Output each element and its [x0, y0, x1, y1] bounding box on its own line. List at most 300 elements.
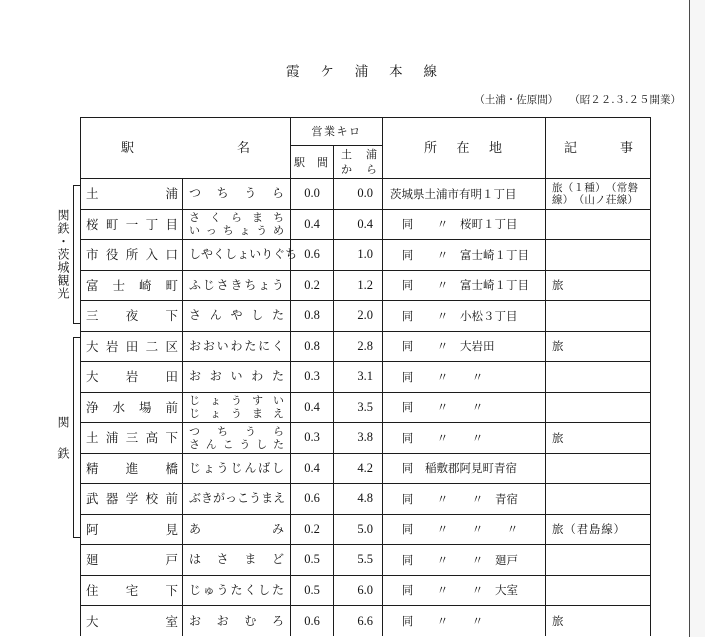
station-reading-cell — [183, 545, 291, 576]
ditto-mark: 同 — [401, 278, 414, 293]
glyph: ち — [244, 277, 257, 292]
ditto-mark: 〃 — [436, 217, 449, 232]
ditto-mark: 同 — [401, 369, 414, 384]
location-cell — [383, 270, 546, 301]
ditto-mark: 〃 — [436, 583, 449, 598]
glyph: 所 — [125, 247, 139, 263]
station-table — [80, 117, 651, 636]
ditto-mark: 〃 — [436, 369, 449, 384]
section-note: （土浦・佐原間） — [474, 94, 559, 106]
glyph: し — [258, 582, 271, 597]
glyph: め — [272, 224, 284, 238]
km-between-cell: 0.4 — [291, 392, 334, 423]
glyph: ょ — [210, 407, 221, 421]
glyph: ん — [244, 460, 257, 475]
glyph: 役 — [105, 247, 119, 263]
station-reading-cell — [183, 270, 291, 301]
glyph: 学 — [125, 491, 139, 507]
glyph: 浄 — [86, 399, 99, 415]
glyph: 荘 — [605, 193, 617, 206]
glyph: ょ — [237, 247, 250, 262]
station-reading-line — [189, 186, 284, 201]
station-reading-line — [189, 339, 284, 354]
glyph: し — [225, 247, 238, 262]
ditto-mark: 〃 — [436, 430, 449, 445]
remarks-cell — [546, 301, 651, 332]
station-row — [81, 545, 651, 576]
station-row — [81, 453, 651, 484]
location-cell — [383, 209, 546, 240]
station-reading-cell — [183, 514, 291, 545]
glyph: 橋 — [165, 460, 178, 476]
glyph: は — [189, 552, 202, 567]
km-from-tsuchiura-cell: 1.2 — [334, 270, 383, 301]
document-title — [286, 64, 437, 80]
glyph: き — [230, 277, 243, 292]
glyph: が — [213, 491, 226, 506]
station-reading-line — [189, 461, 284, 476]
ditto-mark: 同 — [401, 308, 414, 323]
location-cell — [383, 240, 546, 271]
station-name — [86, 308, 178, 323]
km-between-cell: 0.6 — [291, 484, 334, 515]
glyph: 住 — [86, 582, 99, 598]
ditto-mark: 同 — [401, 217, 414, 232]
station-name-cell — [81, 606, 183, 637]
glyph: 駅 — [121, 140, 135, 156]
station-name-cell — [81, 301, 183, 332]
station-reading-cell — [183, 301, 291, 332]
station-reading-line — [189, 247, 298, 262]
glyph: う — [271, 277, 284, 292]
glyph: う — [239, 437, 251, 451]
glyph: 進 — [125, 460, 139, 476]
glyph: む — [244, 613, 257, 628]
glyph: ち — [222, 224, 234, 238]
glyph: お — [189, 613, 202, 628]
glyph: 大 — [86, 338, 99, 354]
station-name — [86, 278, 178, 293]
header-location-label — [424, 141, 502, 156]
station-name — [86, 400, 178, 415]
glyph: た — [271, 582, 284, 597]
glyph: 土 — [86, 430, 99, 446]
glyph: ま — [261, 491, 274, 506]
station-row — [81, 331, 651, 362]
km-between-cell: 0.5 — [291, 575, 334, 606]
station-name-cell — [81, 240, 183, 271]
station-row — [81, 301, 651, 332]
km-from-tsuchiura-cell: 5.0 — [334, 514, 383, 545]
glyph: ま — [244, 552, 257, 567]
remarks-cell — [546, 545, 651, 576]
station-name-cell — [81, 514, 183, 545]
remarks-cell — [546, 392, 651, 423]
km-between-cell: 0.6 — [291, 606, 334, 637]
ditto-mark: 〃 — [471, 430, 484, 445]
glyph: 浦 — [354, 64, 369, 80]
km-from-tsuchiura-cell: 2.8 — [334, 331, 383, 362]
remarks-cell — [546, 606, 651, 637]
station-name — [86, 614, 178, 629]
header-km-from-tsuchiura — [334, 146, 383, 179]
station-name — [86, 583, 178, 598]
glyph: う — [249, 491, 262, 506]
glyph: 阿 — [86, 521, 99, 537]
glyph: 線 — [423, 64, 437, 80]
glyph: 前 — [165, 491, 178, 507]
station-name-cell — [81, 453, 183, 484]
station-name-cell — [81, 362, 183, 393]
ditto-mark: 〃 — [471, 522, 484, 537]
glyph: こ — [222, 437, 234, 451]
glyph: 場 — [138, 399, 152, 415]
km-between-cell: 0.4 — [291, 453, 334, 484]
glyph: 岩 — [105, 338, 119, 354]
station-reading-cell — [183, 362, 291, 393]
glyph: ば — [258, 460, 271, 475]
km-between-cell: 0.2 — [291, 514, 334, 545]
glyph: ら — [366, 163, 377, 176]
ditto-mark: 同 — [401, 400, 414, 415]
operator-label: 関鉄・茨城観光 — [56, 209, 70, 301]
station-reading-line — [189, 425, 284, 438]
header-location — [383, 118, 546, 179]
glyph: 磐 — [627, 181, 638, 194]
glyph: １ — [573, 181, 585, 194]
glyph: 線 — [616, 193, 628, 206]
station-row — [81, 514, 651, 545]
operator-bracket — [73, 337, 80, 538]
station-name-cell — [81, 545, 183, 576]
header-operating-km-label: 営業キロ — [311, 125, 362, 138]
header-km-from-line1 — [341, 147, 377, 162]
glyph: や — [201, 247, 214, 262]
glyph: ち — [217, 424, 228, 438]
glyph: た — [271, 369, 284, 384]
glyph: え — [273, 491, 286, 506]
glyph: ノ — [595, 193, 606, 206]
glyph: わ — [251, 369, 264, 384]
station-name-cell — [81, 209, 183, 240]
glyph: 前 — [165, 399, 178, 415]
glyph: 武 — [86, 491, 99, 507]
km-from-tsuchiura-cell: 3.8 — [334, 423, 383, 454]
ditto-mark: 同 — [401, 552, 414, 567]
glyph: 目 — [165, 216, 178, 232]
station-row — [81, 606, 651, 637]
glyph: 浦 — [105, 430, 119, 446]
station-reading-line — [189, 369, 284, 384]
glyph: く — [244, 582, 257, 597]
glyph: ぶ — [189, 491, 202, 506]
station-reading-cell — [183, 179, 291, 210]
glyph: ょ — [258, 277, 271, 292]
location-cell — [383, 392, 546, 423]
km-from-tsuchiura-cell: 3.1 — [334, 362, 383, 393]
km-from-tsuchiura-cell: 6.6 — [334, 606, 383, 637]
glyph: 所 — [424, 140, 438, 156]
station-row — [81, 362, 651, 393]
glyph: 下 — [165, 582, 178, 598]
glyph: う — [244, 186, 257, 201]
glyph: た — [271, 308, 284, 323]
glyph: 二 — [145, 338, 159, 354]
address-text: 富士崎１丁目 — [460, 278, 529, 293]
glyph: 口 — [165, 247, 178, 263]
glyph: 高 — [145, 430, 159, 446]
header-row-top — [81, 118, 651, 146]
glyph: 地 — [488, 140, 502, 156]
ditto-mark: 〃 — [436, 614, 449, 628]
glyph: り — [261, 247, 274, 262]
glyph: 一 — [125, 216, 139, 232]
ditto-mark: 〃 — [436, 339, 449, 354]
glyph: じ — [189, 582, 202, 597]
glyph: 山 — [584, 193, 595, 206]
address-text: 富士崎１丁目 — [460, 247, 529, 262]
station-row — [81, 484, 651, 515]
glyph: わ — [230, 338, 243, 353]
address-text: 大岩田 — [460, 339, 495, 354]
station-name — [86, 522, 178, 537]
operator-label: 関鉄 — [56, 415, 70, 478]
glyph: 田 — [165, 369, 178, 385]
glyph: 宅 — [125, 582, 139, 598]
glyph: つ — [189, 186, 202, 201]
glyph: 浦 — [366, 148, 377, 161]
station-reading-line — [189, 438, 284, 451]
glyph: 夜 — [125, 308, 139, 324]
station-reading-cell — [183, 240, 298, 271]
glyph: お — [202, 338, 215, 353]
ditto-mark: 〃 — [471, 491, 484, 506]
ditto-mark: 〃 — [436, 278, 449, 293]
glyph: 室 — [165, 613, 178, 629]
station-reading-line — [189, 224, 284, 237]
glyph: 大 — [86, 369, 99, 385]
glyph: 下 — [165, 430, 178, 446]
glyph: さ — [189, 308, 202, 323]
glyph: 記 — [564, 140, 578, 156]
glyph: ょ — [202, 460, 215, 475]
glyph: お — [209, 369, 222, 384]
remarks-cell — [546, 179, 651, 210]
km-from-tsuchiura-cell: 0.0 — [334, 179, 383, 210]
glyph: 三 — [125, 430, 139, 446]
glyph: い — [216, 338, 229, 353]
km-from-tsuchiura-cell: 5.5 — [334, 545, 383, 576]
station-reading-line — [189, 308, 284, 323]
remarks-cell — [546, 331, 651, 362]
glyph: ） — [627, 193, 638, 206]
glyph: じ — [189, 407, 200, 421]
location-cell — [383, 362, 546, 393]
glyph: 浦 — [165, 186, 178, 202]
station-reading-cell — [183, 209, 291, 240]
glyph: 駅 — [294, 155, 305, 169]
remarks-line: 旅 — [552, 614, 565, 628]
ditto-mark: 同 — [401, 583, 414, 598]
glyph: こ — [237, 491, 250, 506]
station-reading-cell — [183, 331, 291, 362]
station-reading-line — [189, 491, 284, 506]
remarks-cell — [546, 240, 651, 271]
location-cell — [383, 514, 546, 545]
glyph: （ — [573, 193, 585, 206]
location-cell — [383, 179, 546, 210]
remarks-cell — [546, 423, 651, 454]
ditto-mark: 同 — [401, 461, 414, 476]
location-cell — [383, 423, 546, 454]
station-reading-line — [189, 278, 284, 293]
station-reading-line — [189, 583, 284, 598]
glyph: い — [249, 247, 262, 262]
station-row — [81, 423, 651, 454]
glyph: い — [273, 394, 284, 408]
ditto-mark: 〃 — [471, 583, 484, 598]
glyph: 富 — [86, 277, 99, 293]
header-km-from-line2 — [341, 162, 377, 177]
remarks-cell — [546, 362, 651, 393]
remarks-line — [552, 182, 638, 194]
km-between-cell: 0.2 — [291, 270, 334, 301]
station-name — [86, 339, 178, 354]
station-name — [86, 491, 178, 506]
glyph: 町 — [165, 277, 178, 293]
glyph: ら — [273, 424, 284, 438]
glyph: う — [245, 424, 256, 438]
glyph: し — [251, 308, 264, 323]
ditto-mark: 〃 — [471, 369, 484, 384]
address-text: 廻戸 — [495, 552, 518, 567]
address-text: 小松３丁目 — [460, 308, 518, 323]
glyph: く — [213, 247, 226, 262]
glyph: お — [189, 369, 202, 384]
glyph: 種 — [584, 181, 595, 194]
glyph: っ — [225, 491, 238, 506]
station-reading-line — [189, 394, 284, 407]
station-reading-line — [189, 522, 284, 537]
station-row — [81, 240, 651, 271]
remarks-line: 旅 — [552, 430, 565, 445]
km-between-cell: 0.3 — [291, 423, 334, 454]
station-name-cell — [81, 270, 183, 301]
km-between-cell: 0.0 — [291, 179, 334, 210]
location-cell — [383, 331, 546, 362]
glyph: み — [271, 521, 284, 536]
km-between-cell: 0.8 — [291, 301, 334, 332]
km-between-cell: 0.3 — [291, 362, 334, 393]
ditto-mark: 同 — [401, 247, 414, 262]
glyph: 事 — [619, 140, 633, 156]
km-from-tsuchiura-cell: 1.0 — [334, 240, 383, 271]
glyph: 桜 — [86, 216, 99, 232]
glyph: し — [256, 437, 268, 451]
header-km-between — [291, 146, 334, 179]
glyph: じ — [189, 394, 200, 408]
ditto-mark: 〃 — [471, 614, 484, 628]
km-from-tsuchiura-cell: 4.8 — [334, 484, 383, 515]
glyph: 崎 — [138, 277, 152, 293]
remarks-line: 旅 — [552, 278, 565, 293]
header-remarks-label — [564, 141, 633, 156]
remarks-cell — [546, 575, 651, 606]
station-reading-cell — [183, 392, 291, 423]
ditto-mark: 〃 — [436, 308, 449, 323]
glyph: 下 — [165, 308, 178, 324]
station-reading-cell — [183, 423, 291, 454]
glyph: 間 — [317, 155, 328, 169]
glyph: ち — [285, 247, 298, 262]
km-from-tsuchiura-cell: 3.5 — [334, 392, 383, 423]
header-station — [81, 118, 291, 179]
glyph: ） — [595, 181, 606, 194]
station-reading-cell — [183, 606, 291, 637]
glyph: い — [230, 369, 243, 384]
glyph: う — [216, 582, 229, 597]
station-name-cell — [81, 331, 183, 362]
station-row — [81, 575, 651, 606]
km-between-cell: 0.8 — [291, 331, 334, 362]
glyph: つ — [189, 424, 200, 438]
station-name — [86, 186, 178, 201]
glyph: ら — [231, 211, 242, 225]
station-name-cell — [81, 423, 183, 454]
glyph: さ — [189, 211, 200, 225]
ditto-mark: 同 — [401, 491, 414, 506]
glyph: ゅ — [202, 582, 215, 597]
glyph: ょ — [210, 394, 221, 408]
station-row — [81, 392, 651, 423]
glyph: ふ — [189, 277, 202, 292]
glyph: さ — [189, 437, 200, 451]
glyph: き — [201, 491, 214, 506]
glyph: し — [189, 247, 202, 262]
glyph: 名 — [236, 140, 250, 156]
remarks-cell — [546, 484, 651, 515]
ditto-mark: 同 — [401, 430, 414, 445]
glyph: ぐ — [273, 247, 286, 262]
glyph: 土 — [86, 186, 99, 202]
document-subtitle — [474, 94, 681, 107]
glyph: た — [230, 582, 243, 597]
glyph: ま — [252, 211, 263, 225]
ditto-mark: 同 — [401, 522, 414, 537]
km-from-tsuchiura-cell: 0.4 — [334, 209, 383, 240]
station-reading-line — [189, 552, 284, 567]
glyph: 市 — [86, 247, 99, 263]
glyph: じ — [230, 460, 243, 475]
address-text: 桜町１丁目 — [460, 217, 518, 232]
station-name — [86, 217, 178, 232]
glyph: ょ — [239, 224, 251, 238]
remarks-cell — [546, 209, 651, 240]
glyph: お — [216, 613, 229, 628]
km-from-tsuchiura-cell: 6.0 — [334, 575, 383, 606]
glyph: う — [256, 224, 268, 238]
remarks-cell — [546, 453, 651, 484]
location-cell — [383, 453, 546, 484]
glyph: ど — [271, 552, 284, 567]
glyph: ん — [205, 437, 217, 451]
ditto-mark: 〃 — [436, 247, 449, 262]
glyph: ま — [252, 407, 263, 421]
remarks-cell — [546, 514, 651, 545]
glyph: お — [189, 338, 202, 353]
glyph: ち — [273, 211, 284, 225]
km-between-cell: 0.5 — [291, 545, 334, 576]
